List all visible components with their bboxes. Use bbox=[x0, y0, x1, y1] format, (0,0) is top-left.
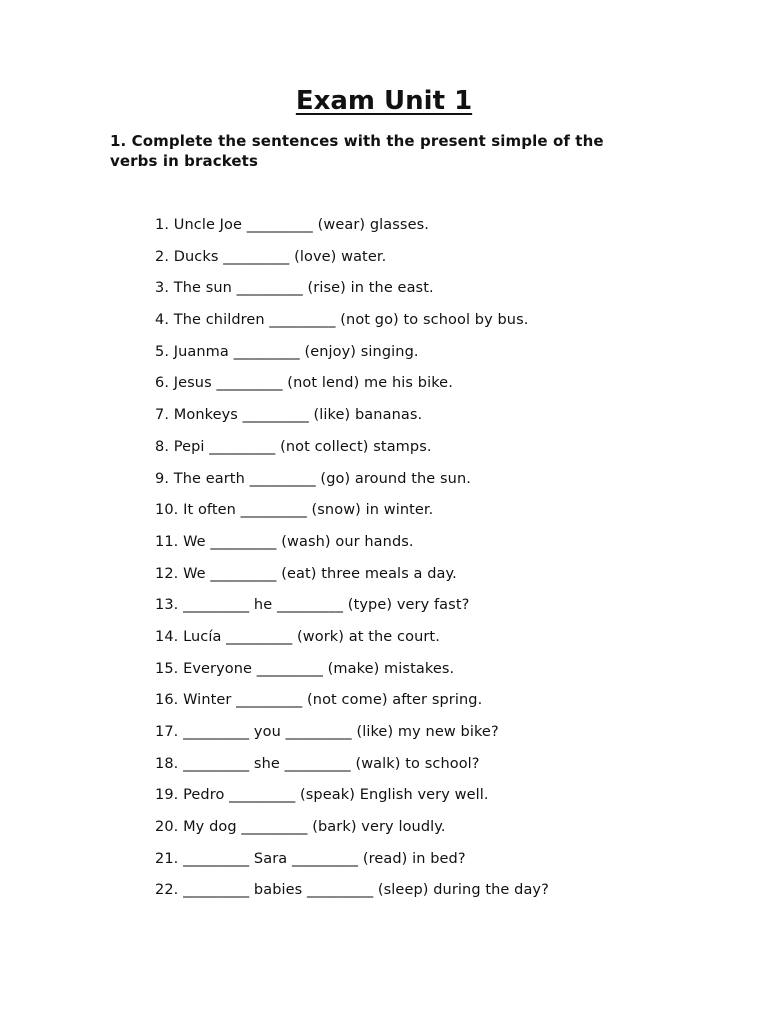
sentence-item: 2. Ducks _________ (love) water. bbox=[155, 248, 387, 265]
sentence-item: 5. Juanma _________ (enjoy) singing. bbox=[155, 343, 419, 360]
sentence-item: 19. Pedro _________ (speak) English very well. bbox=[155, 787, 489, 804]
sentence-item: 12. We _________ (eat) three meals a day. bbox=[155, 565, 457, 582]
sentence-item: 7. Monkeys _________ (like) bananas. bbox=[155, 407, 423, 424]
sentence-item: 11. We _________ (wash) our hands. bbox=[155, 533, 414, 550]
exercise-instruction: 1. Complete the sentences with the present simple of the verbs in brackets bbox=[110, 132, 604, 170]
sentence-item: 13. _________ he _________ (type) very fast? bbox=[155, 597, 470, 614]
sentence-item: 1. Uncle Joe _________ (wear) glasses. bbox=[155, 217, 429, 233]
sentence-item: 16. Winter _________ (not come) after spring. bbox=[155, 692, 483, 709]
sentence-item: 9. The earth _________ (go) around the sun. bbox=[155, 470, 471, 487]
sentence-item: 10. It often _________ (snow) in winter. bbox=[155, 502, 434, 519]
sentence-item: 21. _________ Sara _________ (read) in bed? bbox=[155, 850, 466, 867]
sentence-item: 14. Lucía _________ (work) at the court. bbox=[155, 628, 440, 645]
sentence-item: 18. _________ she _________ (walk) to school? bbox=[155, 755, 480, 772]
sentence-item: 20. My dog _________ (bark) very loudly. bbox=[155, 819, 446, 836]
sentence-list bbox=[155, 214, 549, 911]
sentence-item: 17. _________ you _________ (like) my new bike? bbox=[155, 724, 499, 740]
sentence-item: 3. The sun _________ (rise) in the east. bbox=[155, 280, 434, 297]
sentence-item: 6. Jesus _________ (not lend) me his bike. bbox=[155, 375, 453, 392]
sentence-item: 15. Everyone _________ (make) mistakes. bbox=[155, 660, 455, 677]
page-title-text: Exam Unit 1 bbox=[295, 86, 473, 116]
page-title bbox=[0, 84, 768, 118]
sentence-item: 4. The children _________ (not go) to school by bus. bbox=[155, 312, 529, 329]
sentence-item: 22. _________ babies _________ (sleep) during the day? bbox=[155, 882, 549, 899]
sentence-item: 8. Pepi _________ (not collect) stamps. bbox=[155, 438, 432, 455]
